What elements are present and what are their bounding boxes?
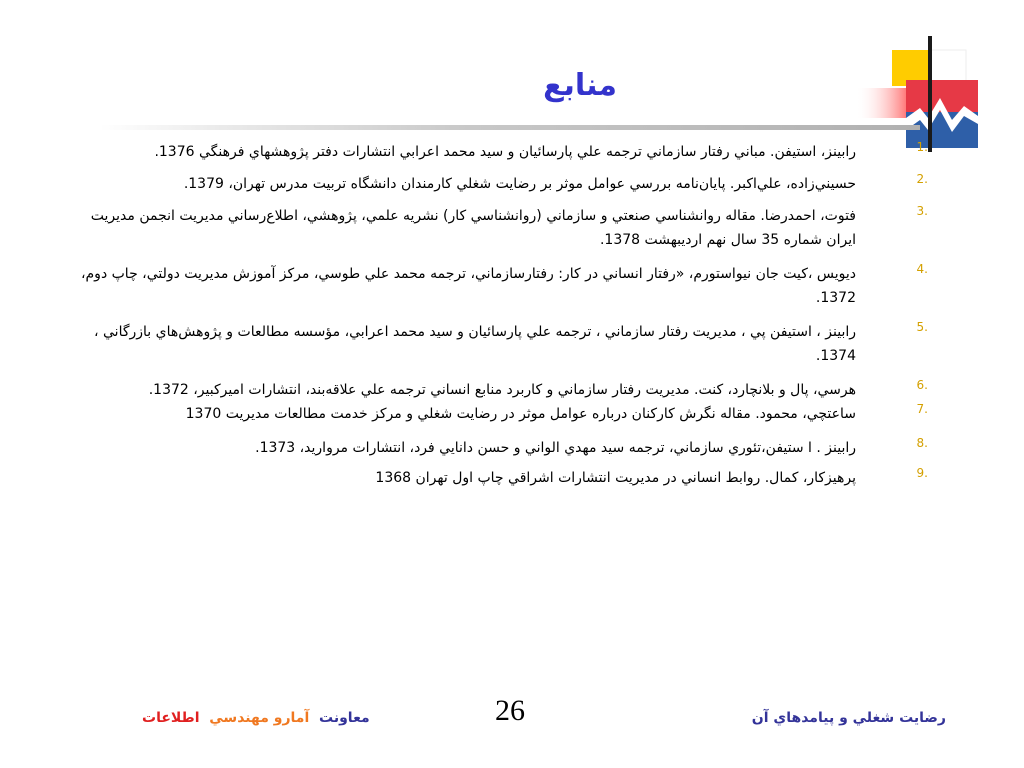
- reference-text: هرسي، پال و بلانچارد، كنت. مديريت رفتار سازماني و كاربرد منابع انساني ترجمه علي علاقه‌بند، انتشارات اميركبير، 1372.: [148, 382, 856, 398]
- reference-item: [60, 378, 928, 402]
- reference-text: فتوت، احمدرضا. مقاله روانشناسي صنعتي و سازماني (روانشناسي كار) نشريه علمي، پژوهشي، اطلاع‌رساني مديريت انجمن مديريت ايران شماره 35 سال نهم ارديبهشت 1378.: [90, 208, 856, 248]
- reference-text: رابينز، استيفن. مباني رفتار سازماني ترجمه علي پارسائيان و سيد محمد اعرابي انتشارات دفتر پژوهشهاي فرهنگي 1376.: [154, 144, 856, 160]
- slide-title: منابع: [543, 68, 617, 103]
- organization-logo: [856, 36, 980, 152]
- reference-item: [60, 140, 928, 164]
- footer-presentation-title: رضايت شغلي و پيامدهاي آن: [751, 710, 946, 726]
- reference-text: ساعتچي، محمود. مقاله نگرش كاركنان درباره عوامل موثر در رضايت شغلي و مركز خدمت مطالعات مديريت 1370: [185, 406, 856, 422]
- reference-number: 6.: [916, 378, 928, 392]
- reference-number: 2.: [916, 172, 928, 186]
- page-number: 26: [495, 694, 525, 727]
- reference-text: پرهيزكار، كمال. روابط انساني در مديريت انتشارات اشراقي چاپ اول تهران 1368: [375, 470, 856, 486]
- footer-dept-word2: آمارو مهندسي: [209, 710, 310, 726]
- reference-text: رابينز . ا ستيفن،تئوري سازماني، ترجمه سيد مهدي الواني و حسن دانايي فرد، انتشارات مرواريد، 1373.: [255, 440, 856, 456]
- reference-item: [60, 436, 928, 460]
- reference-item: [60, 262, 928, 310]
- title-divider: [100, 125, 920, 130]
- reference-number: 3.: [916, 204, 928, 218]
- reference-text: حسيني‌زاده، علي‌اكبر. پايان‌نامه بررسي عوامل موثر بر رضايت شغلي كارمندان دانشگاه تربيت مدرس تهران، 1379.: [183, 176, 856, 192]
- references-list: [60, 140, 928, 490]
- reference-item: [60, 172, 928, 196]
- reference-number: 8.: [916, 436, 928, 450]
- reference-number: 5.: [916, 320, 928, 334]
- reference-item: [60, 320, 928, 368]
- reference-text: رابينز ، استيفن پي ، مديريت رفتار سازماني ، ترجمه علي پارسائيان و سيد محمد اعرابي، مؤسسه مطالعات و پژوهش‌هاي بازرگاني ، 1374.: [94, 324, 856, 364]
- footer-dept-word3: اطلاعات: [142, 710, 200, 726]
- footer-department: [142, 710, 370, 726]
- reference-number: 9.: [916, 466, 928, 480]
- reference-item: [60, 204, 928, 252]
- reference-item: [60, 466, 928, 490]
- reference-item: [60, 402, 928, 426]
- reference-number: 1.: [916, 140, 928, 154]
- footer-dept-word1: معاونت: [319, 710, 370, 726]
- reference-number: 7.: [916, 402, 928, 416]
- reference-text: ديويس ،كيت جان نيواستورم، «رفتار انساني در كار: رفتارسازماني، ترجمه محمد علي طوسي، مركز آموزش مديريت دولتي، چاپ دوم، 1372.: [81, 266, 856, 306]
- reference-number: 4.: [916, 262, 928, 276]
